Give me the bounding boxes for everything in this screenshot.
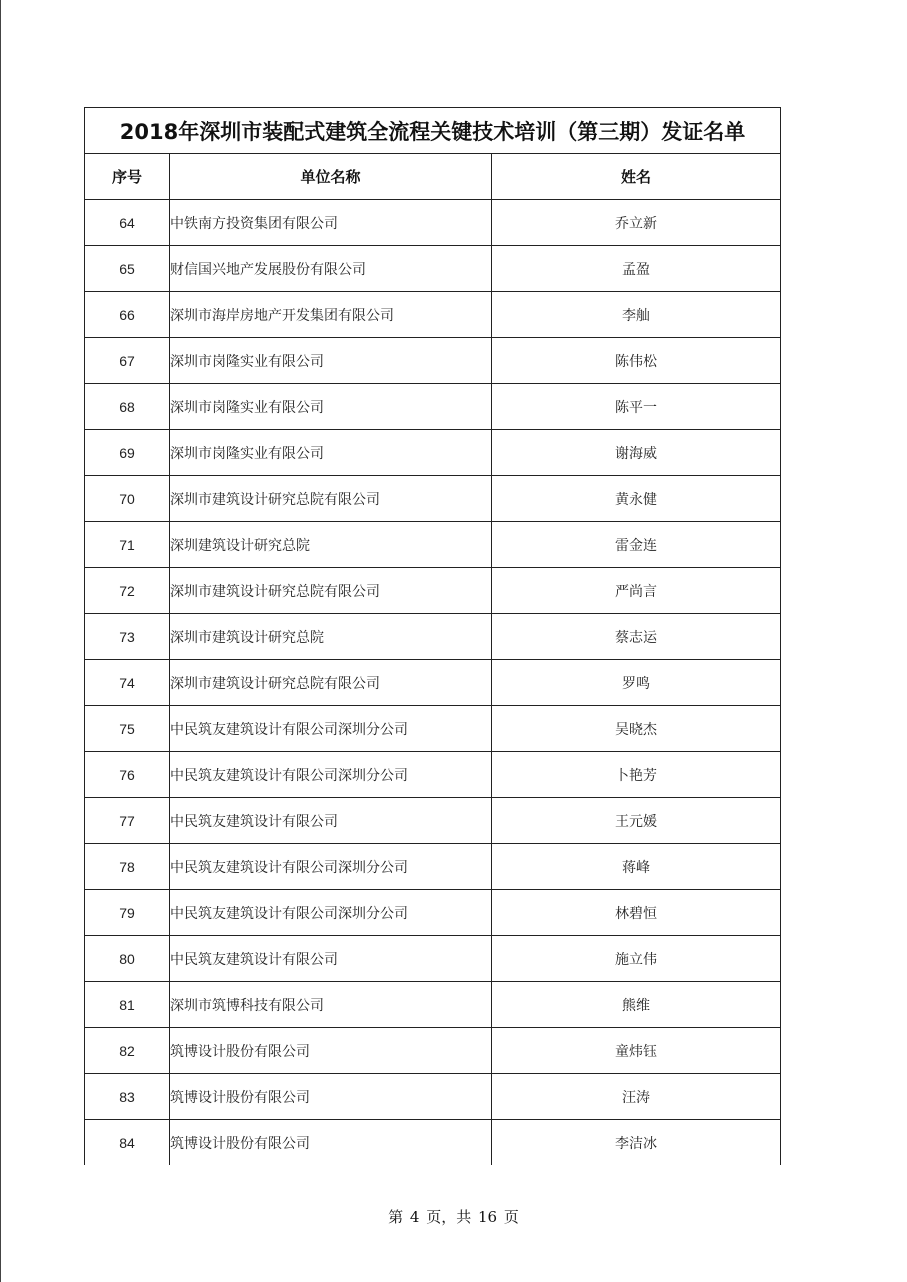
table-header-row (85, 154, 781, 200)
row-number-cell: 66 (85, 292, 170, 338)
table-row (85, 246, 781, 292)
table-row (85, 1120, 781, 1166)
person-name-cell: 李洁冰 (492, 1120, 781, 1166)
person-name-cell: 乔立新 (492, 200, 781, 246)
row-number-cell: 64 (85, 200, 170, 246)
table-row (85, 1028, 781, 1074)
person-name-cell: 陈伟松 (492, 338, 781, 384)
unit-name-cell: 筑博设计股份有限公司 (170, 1074, 492, 1120)
person-name-cell: 卜艳芳 (492, 752, 781, 798)
table-row (85, 982, 781, 1028)
column-header-no: 序号 (85, 154, 170, 200)
unit-name-cell: 中民筑友建筑设计有限公司深圳分公司 (170, 752, 492, 798)
row-number-cell: 68 (85, 384, 170, 430)
table-row (85, 476, 781, 522)
person-name-cell: 李舢 (492, 292, 781, 338)
table-row (85, 338, 781, 384)
table-row (85, 890, 781, 936)
row-number-cell: 74 (85, 660, 170, 706)
person-name-cell: 王元媛 (492, 798, 781, 844)
table-row (85, 798, 781, 844)
document-title: 2018年深圳市装配式建筑全流程关键技术培训（第三期）发证名单 (85, 108, 781, 154)
table-row (85, 614, 781, 660)
row-number-cell: 71 (85, 522, 170, 568)
unit-name-cell: 中民筑友建筑设计有限公司 (170, 936, 492, 982)
person-name-cell: 蔡志运 (492, 614, 781, 660)
unit-name-cell: 深圳市建筑设计研究总院有限公司 (170, 568, 492, 614)
unit-name-cell: 筑博设计股份有限公司 (170, 1028, 492, 1074)
unit-name-cell: 财信国兴地产发展股份有限公司 (170, 246, 492, 292)
unit-name-cell: 深圳建筑设计研究总院 (170, 522, 492, 568)
person-name-cell: 罗鸣 (492, 660, 781, 706)
table-row (85, 568, 781, 614)
table-row (85, 936, 781, 982)
unit-name-cell: 深圳市筑博科技有限公司 (170, 982, 492, 1028)
table-row (85, 660, 781, 706)
row-number-cell: 67 (85, 338, 170, 384)
unit-name-cell: 深圳市建筑设计研究总院有限公司 (170, 660, 492, 706)
table-row (85, 522, 781, 568)
row-number-cell: 65 (85, 246, 170, 292)
table-row (85, 430, 781, 476)
page-left-edge (0, 0, 1, 1282)
person-name-cell: 谢海威 (492, 430, 781, 476)
unit-name-cell: 中民筑友建筑设计有限公司深圳分公司 (170, 844, 492, 890)
table-body (85, 200, 781, 1166)
row-number-cell: 72 (85, 568, 170, 614)
unit-name-cell: 深圳市海岸房地产开发集团有限公司 (170, 292, 492, 338)
person-name-cell: 雷金连 (492, 522, 781, 568)
row-number-cell: 83 (85, 1074, 170, 1120)
unit-name-cell: 中民筑友建筑设计有限公司深圳分公司 (170, 890, 492, 936)
unit-name-cell: 深圳市岗隆实业有限公司 (170, 384, 492, 430)
person-name-cell: 孟盈 (492, 246, 781, 292)
row-number-cell: 81 (85, 982, 170, 1028)
table-row (85, 1074, 781, 1120)
unit-name-cell: 中民筑友建筑设计有限公司 (170, 798, 492, 844)
unit-name-cell: 深圳市岗隆实业有限公司 (170, 430, 492, 476)
person-name-cell: 林碧恒 (492, 890, 781, 936)
table-row (85, 752, 781, 798)
person-name-cell: 汪涛 (492, 1074, 781, 1120)
unit-name-cell: 中铁南方投资集团有限公司 (170, 200, 492, 246)
person-name-cell: 熊维 (492, 982, 781, 1028)
row-number-cell: 80 (85, 936, 170, 982)
person-name-cell: 黄永健 (492, 476, 781, 522)
column-header-unit: 单位名称 (170, 154, 492, 200)
row-number-cell: 75 (85, 706, 170, 752)
row-number-cell: 82 (85, 1028, 170, 1074)
person-name-cell: 吴晓杰 (492, 706, 781, 752)
row-number-cell: 77 (85, 798, 170, 844)
person-name-cell: 蒋峰 (492, 844, 781, 890)
table-row (85, 844, 781, 890)
unit-name-cell: 深圳市岗隆实业有限公司 (170, 338, 492, 384)
page-footer: 第 4 页，共 16 页 (388, 1208, 519, 1226)
column-header-name: 姓名 (492, 154, 781, 200)
table-row (85, 292, 781, 338)
person-name-cell: 童炜钰 (492, 1028, 781, 1074)
row-number-cell: 84 (85, 1120, 170, 1166)
person-name-cell: 严尚言 (492, 568, 781, 614)
person-name-cell: 施立伟 (492, 936, 781, 982)
row-number-cell: 73 (85, 614, 170, 660)
row-number-cell: 70 (85, 476, 170, 522)
table-row (85, 384, 781, 430)
person-name-cell: 陈平一 (492, 384, 781, 430)
table-row (85, 200, 781, 246)
row-number-cell: 79 (85, 890, 170, 936)
unit-name-cell: 深圳市建筑设计研究总院 (170, 614, 492, 660)
row-number-cell: 69 (85, 430, 170, 476)
unit-name-cell: 筑博设计股份有限公司 (170, 1120, 492, 1166)
unit-name-cell: 中民筑友建筑设计有限公司深圳分公司 (170, 706, 492, 752)
row-number-cell: 76 (85, 752, 170, 798)
row-number-cell: 78 (85, 844, 170, 890)
table-row (85, 706, 781, 752)
unit-name-cell: 深圳市建筑设计研究总院有限公司 (170, 476, 492, 522)
certificate-roster-table (84, 107, 781, 1165)
